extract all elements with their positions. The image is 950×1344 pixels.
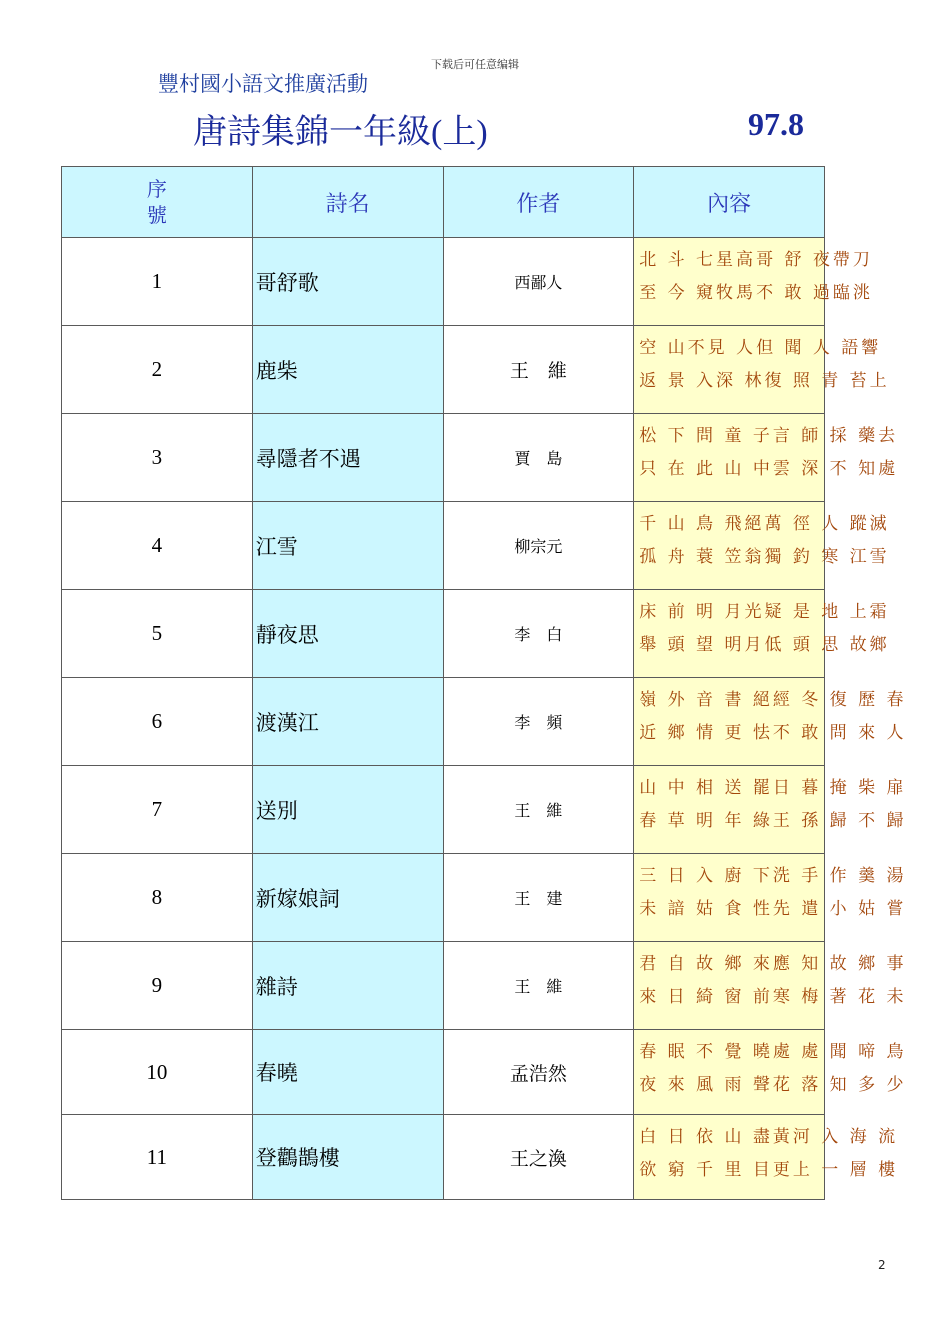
poem-content <box>634 326 890 414</box>
watermark-text: 下载后可任意编辑 <box>431 58 519 71</box>
poem-author: 賈 島 <box>443 414 634 502</box>
verse-2b: 更上 一 層 樓 <box>772 1160 899 1180</box>
verse-1a: 空 山不見 人 <box>639 338 757 358</box>
poem-name: 春曉 <box>252 1030 443 1115</box>
table-row <box>62 766 825 854</box>
header-seq <box>62 167 253 238</box>
poem-name: 送別 <box>252 766 443 854</box>
header-content: 內容 <box>634 167 825 238</box>
poem-line-2 <box>639 805 907 838</box>
poem-line-1 <box>639 420 899 453</box>
verse-1b: 經 冬 復 歷 春 <box>772 690 907 710</box>
poem-line-2 <box>639 453 899 486</box>
verse-2b: 寒 梅 著 花 未 <box>772 987 907 1007</box>
poem-line-2 <box>639 541 890 574</box>
table-row <box>62 590 825 678</box>
poem-author: 王 建 <box>443 854 634 942</box>
row-seq: 1 <box>62 238 253 326</box>
poem-content <box>634 1030 907 1115</box>
row-seq: 9 <box>62 942 253 1030</box>
title-main: 唐詩集錦一年級 <box>193 112 431 152</box>
poem-name: 靜夜思 <box>252 590 443 678</box>
poem-author: 李 白 <box>443 590 634 678</box>
verse-1b: 洗 手 作 羹 湯 <box>772 866 907 886</box>
table-row <box>62 1030 825 1115</box>
verse-2a: 只 在 此 山 中 <box>639 459 773 479</box>
verse-2a: 至 今 窺牧馬 <box>639 283 757 303</box>
row-seq: 11 <box>62 1115 253 1200</box>
verse-2b: 獨 釣 寒 江雪 <box>764 547 890 567</box>
verse-2b: 先 遣 小 姑 嘗 <box>772 899 907 919</box>
table-row <box>62 326 825 414</box>
verse-1a: 床 前 明 月光 <box>639 602 765 622</box>
poem-line-1 <box>639 772 907 805</box>
date-label: 97.8 <box>748 106 804 142</box>
poem-table <box>61 166 907 1200</box>
poem-name: 哥舒歌 <box>252 238 443 326</box>
verse-1a: 松 下 問 童 子 <box>639 426 773 446</box>
table-header-row <box>62 167 825 238</box>
poem-line-2 <box>639 1069 907 1102</box>
page-title <box>193 104 488 153</box>
poem-line-1 <box>639 860 907 893</box>
poem-author: 王 維 <box>443 766 634 854</box>
poem-name: 鹿柴 <box>252 326 443 414</box>
poem-line-1 <box>639 244 873 277</box>
verse-1b: 應 知 故 鄉 事 <box>772 954 907 974</box>
table-row <box>62 238 825 326</box>
row-seq: 3 <box>62 414 253 502</box>
verse-1a: 北 斗 七星高 <box>639 250 757 270</box>
verse-2b: 不 敢 問 來 人 <box>772 723 907 743</box>
verse-2a: 舉 頭 望 明月 <box>639 635 765 655</box>
poem-content <box>634 238 873 326</box>
verse-2b: 復 照 青 苔上 <box>764 371 890 391</box>
verse-2a: 返 景 入深 林 <box>639 371 765 391</box>
verse-1a: 千 山 鳥 飛絕 <box>639 514 765 534</box>
poem-line-1 <box>639 596 890 629</box>
header-seq-top: 序 <box>146 177 167 201</box>
poem-author: 柳宗元 <box>443 502 634 590</box>
organization-title: 豐村國小語文推廣活動 <box>158 72 368 96</box>
header-author: 作者 <box>443 167 634 238</box>
poem-line-1 <box>639 1121 899 1154</box>
poem-author: 王 維 <box>443 942 634 1030</box>
poem-name: 尋隱者不遇 <box>252 414 443 502</box>
poem-content <box>634 590 890 678</box>
poem-line-2 <box>639 365 890 398</box>
verse-1a: 嶺 外 音 書 絕 <box>639 690 773 710</box>
header-seq-bottom: 號 <box>146 203 167 227</box>
poem-line-2 <box>639 981 907 1014</box>
poem-content <box>634 1115 899 1200</box>
poem-content <box>634 414 899 502</box>
table-row <box>62 854 825 942</box>
verse-2a: 春 草 明 年 綠 <box>639 811 773 831</box>
poem-content <box>634 942 907 1030</box>
page-number: 2 <box>878 1258 886 1272</box>
verse-2a: 孤 舟 蓑 笠翁 <box>639 547 765 567</box>
verse-1b: 哥 舒 夜帶刀 <box>756 250 873 270</box>
row-seq: 8 <box>62 854 253 942</box>
poem-line-2 <box>639 277 873 310</box>
row-seq: 6 <box>62 678 253 766</box>
poem-author: 西鄙人 <box>443 238 634 326</box>
verse-2b: 花 落 知 多 少 <box>772 1075 907 1095</box>
poem-content <box>634 502 890 590</box>
verse-1b: 但 聞 人 語響 <box>756 338 882 358</box>
verse-1a: 春 眠 不 覺 曉 <box>639 1042 773 1062</box>
poem-line-1 <box>639 948 907 981</box>
row-seq: 4 <box>62 502 253 590</box>
verse-1b: 黃河 入 海 流 <box>772 1127 899 1147</box>
verse-2b: 不 敢 過臨洮 <box>756 283 873 303</box>
verse-1b: 疑 是 地 上霜 <box>764 602 890 622</box>
poem-line-1 <box>639 332 882 365</box>
verse-2a: 近 鄉 情 更 怯 <box>639 723 773 743</box>
poem-author: 孟浩然 <box>443 1030 634 1115</box>
poem-content <box>634 854 907 942</box>
verse-2a: 未 諳 姑 食 性 <box>639 899 773 919</box>
poem-line-2 <box>639 629 890 662</box>
verse-1a: 白 日 依 山 盡 <box>639 1127 773 1147</box>
table-row <box>62 942 825 1030</box>
verse-2a: 欲 窮 千 里 目 <box>639 1160 773 1180</box>
verse-1a: 山 中 相 送 罷 <box>639 778 773 798</box>
poem-line-2 <box>639 1154 899 1187</box>
verse-1a: 三 日 入 廚 下 <box>639 866 773 886</box>
poem-author: 王之渙 <box>443 1115 634 1200</box>
verse-1b: 言 師 採 藥去 <box>772 426 899 446</box>
poem-name: 雜詩 <box>252 942 443 1030</box>
verse-1b: 日 暮 掩 柴 扉 <box>772 778 907 798</box>
poem-name: 登鸛鵲樓 <box>252 1115 443 1200</box>
table-row <box>62 502 825 590</box>
verse-2a: 來 日 綺 窗 前 <box>639 987 773 1007</box>
verse-2b: 雲 深 不 知處 <box>772 459 899 479</box>
poem-line-2 <box>639 717 907 750</box>
poem-author: 王 維 <box>443 326 634 414</box>
poem-name: 新嫁娘詞 <box>252 854 443 942</box>
table-row <box>62 678 825 766</box>
poem-name: 渡漢江 <box>252 678 443 766</box>
row-seq: 7 <box>62 766 253 854</box>
poem-line-1 <box>639 1036 907 1069</box>
header-name: 詩名 <box>252 167 443 238</box>
poem-line-2 <box>639 893 907 926</box>
verse-2b: 王 孫 歸 不 歸 <box>772 811 907 831</box>
verse-1b: 萬 徑 人 蹤滅 <box>764 514 890 534</box>
poem-name: 江雪 <box>252 502 443 590</box>
table-row <box>62 1115 825 1200</box>
poem-content <box>634 678 907 766</box>
verse-1b: 處 處 聞 啼 鳥 <box>772 1042 907 1062</box>
verse-2a: 夜 來 風 雨 聲 <box>639 1075 773 1095</box>
row-seq: 5 <box>62 590 253 678</box>
row-seq: 10 <box>62 1030 253 1115</box>
row-seq: 2 <box>62 326 253 414</box>
table-row <box>62 414 825 502</box>
verse-2b: 低 頭 思 故鄉 <box>764 635 890 655</box>
title-grade-part: (上) <box>431 114 488 151</box>
verse-1a: 君 自 故 鄉 來 <box>639 954 773 974</box>
poem-author: 李 頻 <box>443 678 634 766</box>
poem-line-1 <box>639 508 890 541</box>
poem-line-1 <box>639 684 907 717</box>
poem-content <box>634 766 907 854</box>
